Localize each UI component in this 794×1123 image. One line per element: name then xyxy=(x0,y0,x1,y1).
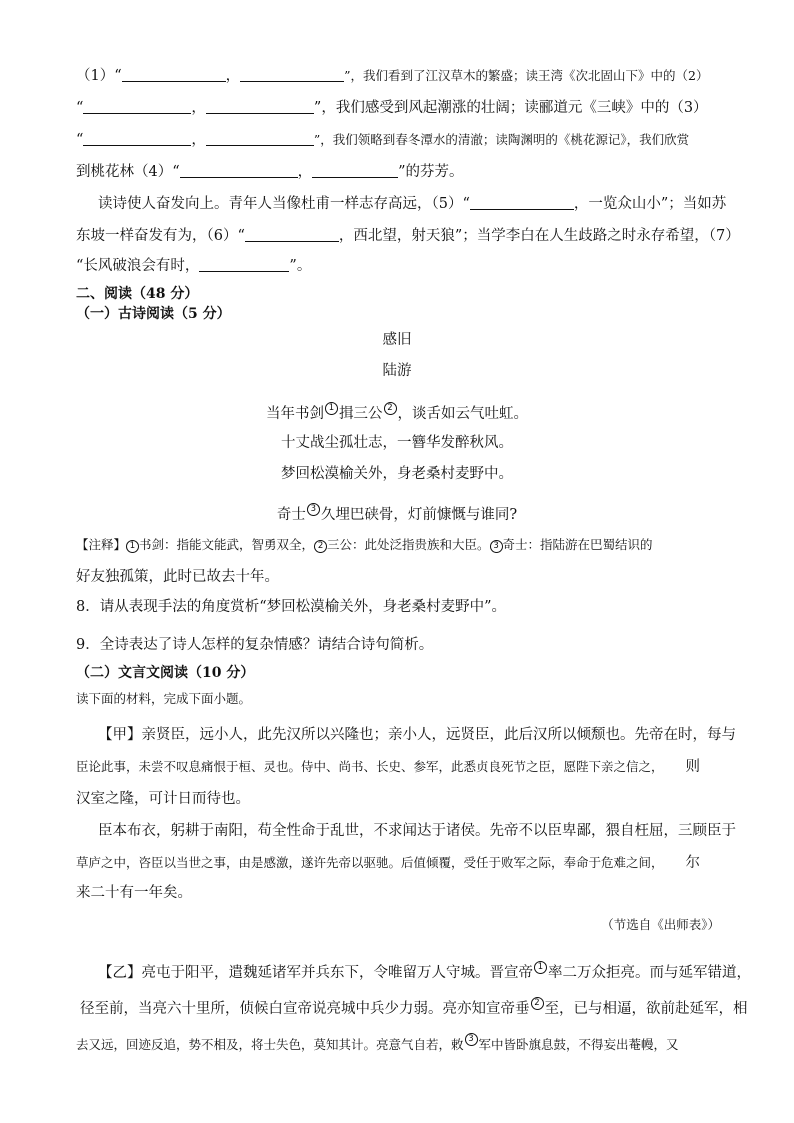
poem-line-4: 奇士 3 久埋巴硖骨，灯前慷慨与谁同? xyxy=(276,504,518,523)
answer-blank-2b[interactable] xyxy=(206,99,314,114)
answer-blank-3b[interactable] xyxy=(206,131,314,146)
classical-section-heading: （二）文言文阅读（10 分） xyxy=(76,665,255,681)
reading-instruction: 读下面的材料，完成下面小题。 xyxy=(76,691,252,706)
question-9: 9．全诗表达了诗人怎样的复杂情感？请结合诗句简析。 xyxy=(76,637,434,653)
answer-blank-4b[interactable] xyxy=(312,163,398,178)
footnote-marker-2: 2 xyxy=(384,402,397,415)
passage-yi-line-1: 【乙】亮屯于阳平，遣魏延诸军并兵东下，令唯留万人守城。晋宣帝 1 率二万众拒亮。而与延军错道， xyxy=(98,962,751,981)
q7-line-6: 东坡一样奋发有为，（6）“ ，西北望，射天狼”；当学李白在人生歧路之时永存希望，（7） xyxy=(76,228,740,244)
passage-jia-line-1: 【甲】亲贤臣，远小人，此先汉所以兴隆也；亲小人，远贤臣，此后汉所以倾颓也。先帝在时，每与 xyxy=(98,727,736,743)
poem-line-1: 当年书剑 1 揖三公 2 ，谈舌如云气吐虹。 xyxy=(266,403,528,422)
passage-jia-line-5: 草庐之中，咨臣以当世之事，由是感激，遂许先帝以驱驰。后值倾覆，受任于败军之际，奉命于危难之间， 尔 xyxy=(76,855,701,871)
footnote-marker-1: 1 xyxy=(325,402,338,415)
q7-line-4: 到桃花林（4）“ ， ”的芬芳。 xyxy=(76,164,464,180)
q7-line-7: “长风破浪会有时， ”。 xyxy=(76,258,312,274)
answer-blank-2a[interactable] xyxy=(83,99,191,114)
passage-jia-line-4: 臣本布衣，躬耕于南阳，苟全性命于乱世，不求闻达于诸侯。先帝不以臣卑鄙，猥自枉屈，三顾臣于 xyxy=(98,823,736,839)
q7-line-1: （1）“ ， ”，我们看到了江汉草木的繁盛；读王湾《次北固山下》中的（2） xyxy=(76,68,709,84)
answer-blank-4a[interactable] xyxy=(180,163,298,178)
q7-line-2: “ ， ”，我们感受到风起潮涨的壮阔；读郦道元《三峡》中的（3） xyxy=(76,100,708,116)
footnote-marker-3: 3 xyxy=(307,503,320,516)
poem-author: 陆游 xyxy=(382,363,412,379)
answer-blank-5[interactable] xyxy=(470,195,574,210)
question-8: 8．请从表现手法的角度赏析“梦回松漠榆关外，身老桑村麦野中”。 xyxy=(76,599,507,615)
passage-jia-line-6: 来二十有一年矣。 xyxy=(76,885,192,901)
poem-notes-cont: 好友独孤策，此时已故去十年。 xyxy=(76,569,279,585)
passage-yi-line-3: 去又远，回迹反追，势不相及，将士失色，莫知其计。亮意气自若，敕 3 军中皆卧旗息鼓，不得妄出菴幔，又 xyxy=(76,1034,679,1052)
poem-line-3: 梦回松漠榆关外，身老桑村麦野中。 xyxy=(281,466,513,482)
q7-line-5: 读诗使人奋发向上。青年人当像杜甫一样志存高远，（5）“ ，一览众山小”；当如苏 xyxy=(98,196,727,212)
answer-blank-6[interactable] xyxy=(245,227,339,242)
poem-line-2: 十丈战尘孤壮志，一簪华发醉秋风。 xyxy=(281,435,513,451)
q7-line-3: “ ， ”，我们领略到春冬潭水的清澈；读陶渊明的《桃花源记》，我们欣赏 xyxy=(76,132,690,148)
answer-blank-7[interactable] xyxy=(199,257,289,272)
passage-jia-source: （节选自《出师表》） xyxy=(601,917,720,932)
section-heading-reading: 二、阅读（48 分） xyxy=(76,286,199,302)
passage-yi-line-2: 径至前，当亮六十里所，侦候白宣帝说亮城中兵少力弱。亮亦知宣帝垂 2 至，已与相逼，欲前赴延军，相 xyxy=(80,998,748,1017)
answer-blank-1a[interactable] xyxy=(122,67,226,82)
passage-jia-line-3: 汉室之隆，可计日而待也。 xyxy=(76,791,250,807)
poem-notes: 【注释】 1 书剑：指能文能武，智勇双全， 2 三公：此处泛指贵族和大臣。 3 奇士：指陆游在巴蜀结识的 xyxy=(76,537,653,552)
passage-jia-line-2: 臣论此事，未尝不叹息痛恨于桓、灵也。侍中、尚书、长史、参军，此悉贞良死节之臣，愿陛下亲之信之， 则 xyxy=(76,759,701,775)
poem-section-heading: （一）古诗阅读（5 分） xyxy=(76,306,231,322)
answer-blank-3a[interactable] xyxy=(83,131,191,146)
poem-title: 感旧 xyxy=(382,332,412,348)
answer-blank-1b[interactable] xyxy=(240,67,344,82)
